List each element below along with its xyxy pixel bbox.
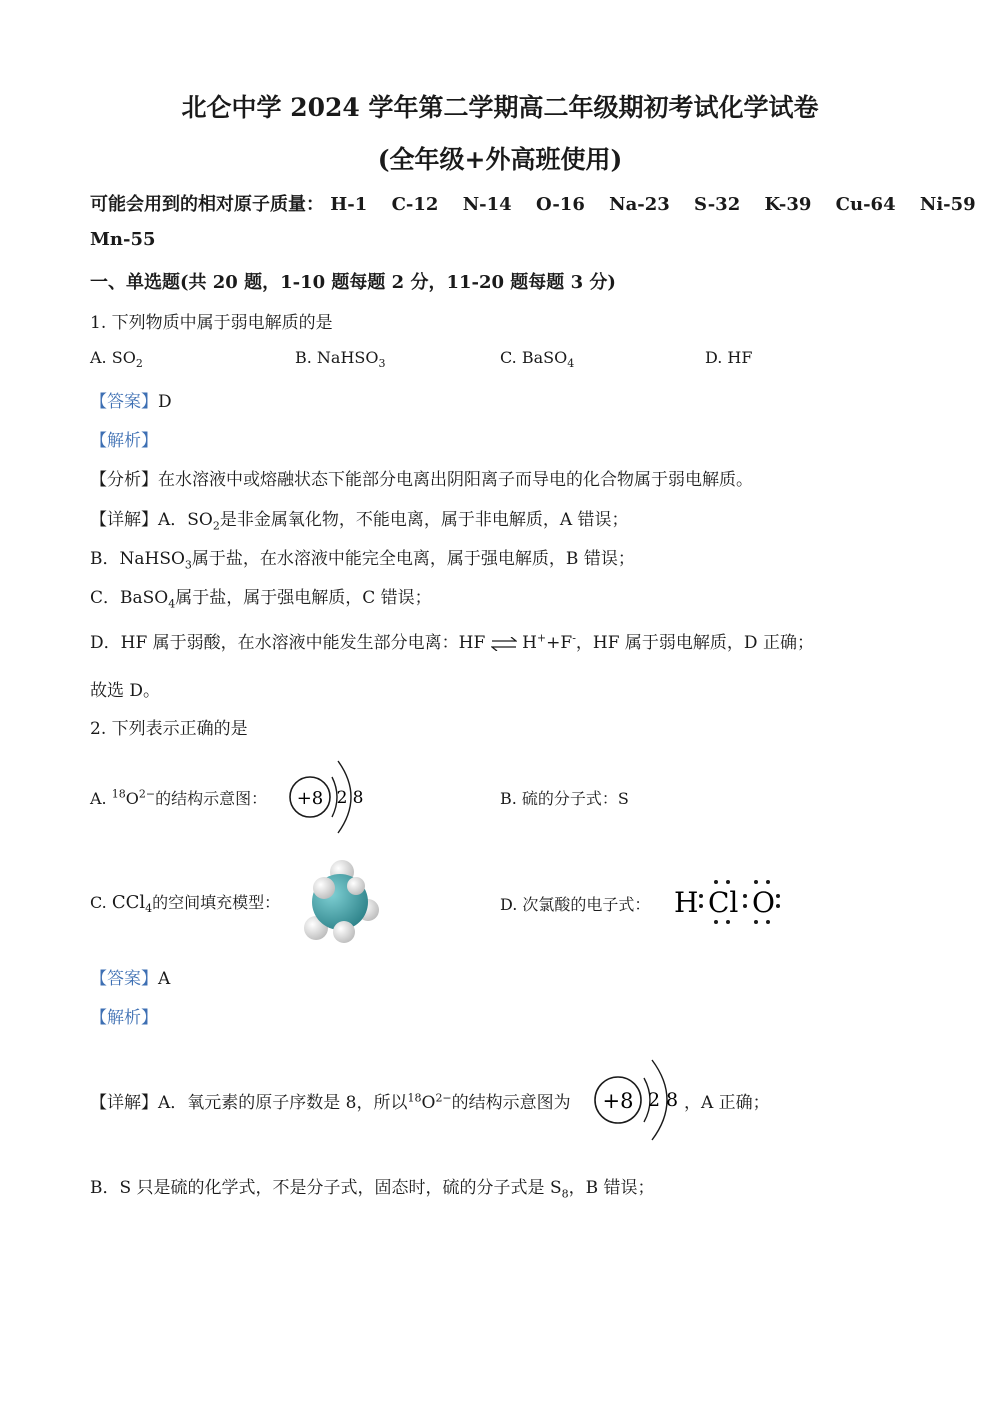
q2-detail-a-end: ，A 正确； <box>684 1093 770 1113</box>
nucleus-charge: +8 <box>296 788 324 809</box>
space-filling-model-image <box>300 858 384 944</box>
q1-fenxi: 【分析】在水溶液中或熔融状态下能部分电离出阴阳离子而导电的化合物属于弱电解质。 <box>90 470 753 490</box>
mass-item: N-14 <box>462 194 512 215</box>
shell-1-electrons: 2 <box>336 788 348 808</box>
q2-answer: 【答案】A <box>90 969 171 989</box>
mass-item: Na-23 <box>609 194 670 215</box>
equilibrium-arrow-icon <box>491 637 517 651</box>
q1-detail-d: D．HF 属于弱酸，在水溶液中能发生部分电离：HF H++F-，HF 属于弱电解质，D 正确； <box>90 631 814 653</box>
exam-title: 北仑中学 2024 学年第二学期高二年级期初考试化学试卷 <box>181 93 819 122</box>
masses-label: 可能会用到的相对原子质量： <box>90 194 324 215</box>
mass-item: H-1 <box>330 194 368 215</box>
answer-tag: 【答案】 <box>90 392 158 412</box>
q2-option-b: B. 硫的分子式：S <box>500 789 629 808</box>
mass-item-wrap: Mn-55 <box>90 229 156 250</box>
q1-detail-a: 【详解】A．$SO_2$是非金属氧化物，不能电离，属于非电解质，A 错误； <box>90 510 629 533</box>
shell-1-electrons: 2 <box>647 1089 661 1111</box>
q2-analysis-tag: 【解析】 <box>90 1008 158 1028</box>
nucleus-charge: +8 <box>602 1089 634 1113</box>
q1-option-b: B. NaHSO$_3$ <box>295 348 386 371</box>
shell-2-electrons: 8 <box>352 788 364 808</box>
mass-item: Ni-59 <box>919 194 976 215</box>
atom-structure-diagram <box>286 755 366 839</box>
q2-option-a: A. $^{18}O^{2-}$的结构示意图： <box>90 787 268 808</box>
mass-item: O-16 <box>535 194 585 215</box>
atom-structure-diagram-2 <box>590 1054 690 1146</box>
mass-item: S-32 <box>694 194 741 215</box>
q1-conclusion: 故选 D。 <box>90 681 161 701</box>
lewis-o: O <box>752 886 775 919</box>
shell-2-electrons: 8 <box>665 1089 679 1111</box>
q1-option-c: C. BaSO$_4$ <box>500 348 575 371</box>
q1-detail-b: B．NaHSO$_3$属于盐，在水溶液中能完全电离，属于强电解质，B 错误； <box>90 549 635 572</box>
q2-stem: 2. 下列表示正确的是 <box>90 719 248 739</box>
mass-item: K-39 <box>764 194 812 215</box>
lewis-cl: Cl <box>708 886 739 919</box>
q2-detail-a: 【详解】A．氧元素的原子序数是 8，所以$^{18}O^{2-}$的结构示意图为 <box>90 1091 571 1113</box>
mass-item: C-12 <box>391 194 439 215</box>
hypochlorous-lewis-structure <box>672 872 784 928</box>
q2-option-c: C. CCl$_4$的空间填充模型： <box>90 892 281 916</box>
q2-option-d: D. 次氯酸的电子式： <box>500 895 651 914</box>
atomic-masses <box>90 190 994 216</box>
q1-option-a: A. $SO_2$ <box>90 348 143 371</box>
q1-answer: 【答案】D <box>90 392 172 412</box>
section-header: 一、单选题(共 20 题，1-10 题每题 2 分，11-20 题每题 3 分) <box>90 272 616 293</box>
q1-option-d: D. HF <box>705 348 753 367</box>
q2-detail-b: B．S 只是硫的化学式，不是分子式，固态时，硫的分子式是 $S_8$，B 错误； <box>90 1178 655 1201</box>
answer-tag: 【答案】 <box>90 969 158 989</box>
exam-subtitle: (全年级+外高班使用) <box>377 145 623 174</box>
q1-analysis-tag: 【解析】 <box>90 431 158 451</box>
q1-stem: 1. 下列物质中属于弱电解质的是 <box>90 313 333 333</box>
q1-detail-c: C．BaSO$_4$属于盐，属于强电解质，C 错误； <box>90 588 432 611</box>
mass-item: Cu-64 <box>835 194 896 215</box>
lewis-h: H <box>674 886 699 919</box>
